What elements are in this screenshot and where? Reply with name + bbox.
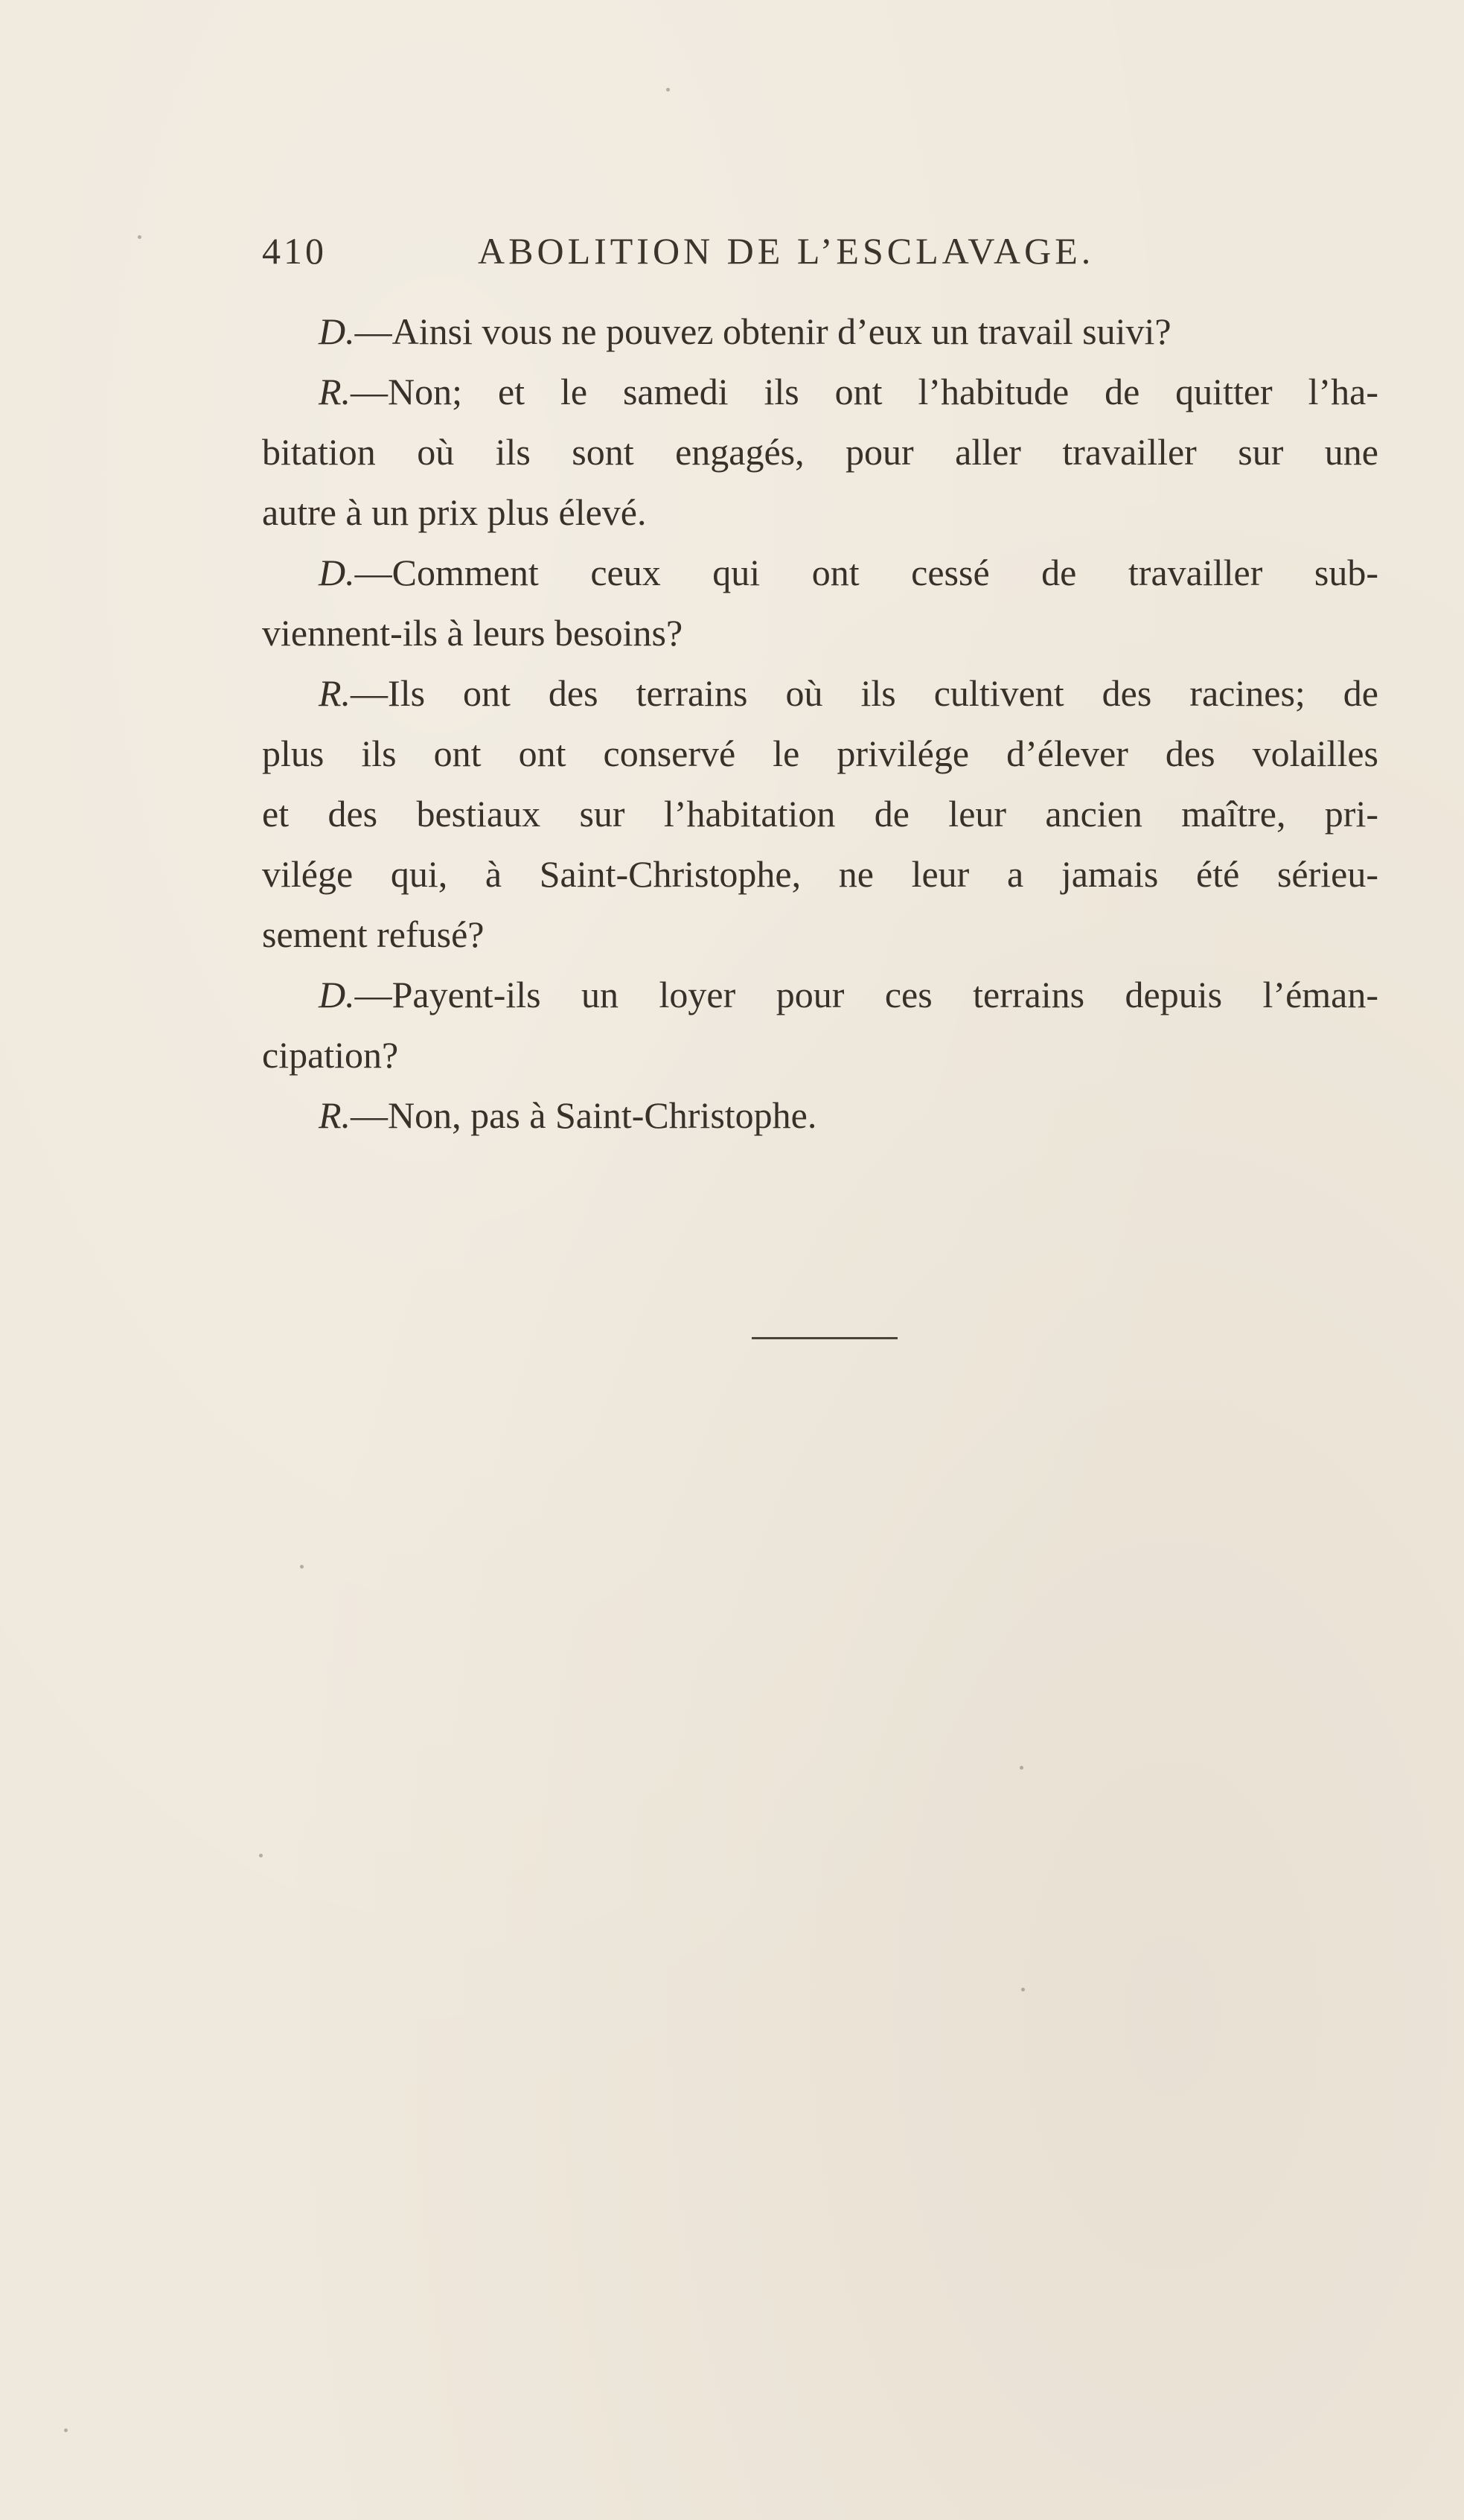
text-line (262, 1025, 1378, 1085)
running-title: ABOLITION DE L’ESCLAVAGE. (478, 230, 1095, 272)
text-line (262, 482, 1378, 543)
line-text: —Payent-ils un loyer pour ces terrains depuis l’éman- (354, 974, 1378, 1015)
text-line (262, 784, 1378, 844)
line-text: viennent-ils à leurs besoins? (262, 612, 683, 654)
speaker-label: D. (319, 974, 355, 1015)
line-text: —Non, pas à Saint-Christophe. (351, 1094, 817, 1136)
paper-speck (64, 2428, 68, 2432)
speaker-label: D. (319, 310, 355, 352)
section-end-rule (752, 1337, 898, 1339)
line-text: sement refusé? (262, 913, 485, 955)
body-text (262, 302, 1378, 1146)
text-line (262, 362, 1378, 422)
dialogue-answer (262, 1085, 1378, 1146)
paper-speck (1021, 1988, 1025, 1991)
line-text: cipation? (262, 1034, 399, 1076)
line-text: plus ils ont ont conservé le privilége d’élever des volailles (262, 733, 1378, 774)
speaker-label: D. (319, 552, 355, 593)
paper-speck (666, 88, 670, 92)
text-line (262, 422, 1378, 482)
line-text: autre à un prix plus élevé. (262, 491, 647, 533)
text-line (262, 663, 1378, 724)
text-line (262, 302, 1378, 362)
dialogue-answer (262, 663, 1378, 965)
text-line (262, 965, 1378, 1025)
text-line (262, 603, 1378, 663)
dialogue-question (262, 302, 1378, 362)
speaker-label: R. (319, 1094, 351, 1136)
paper-speck (300, 1565, 304, 1569)
paper-speck (138, 235, 141, 239)
dialogue-question (262, 965, 1378, 1085)
text-line (262, 724, 1378, 784)
dialogue-answer (262, 362, 1378, 543)
speaker-label: R. (319, 371, 351, 412)
text-line (262, 1085, 1378, 1146)
page-number: 410 (262, 230, 327, 272)
line-text: et des bestiaux sur l’habitation de leur ancien maître, pri- (262, 793, 1378, 835)
paper-speck (1020, 1766, 1023, 1770)
text-line (262, 543, 1378, 603)
line-text: —Non; et le samedi ils ont l’habitude de quitter l’ha- (351, 371, 1378, 412)
paper-speck (259, 1854, 263, 1857)
line-text: —Comment ceux qui ont cessé de travailler sub- (354, 552, 1378, 593)
text-line (262, 844, 1378, 905)
line-text: —Ainsi vous ne pouvez obtenir d’eux un travail suivi? (354, 310, 1171, 352)
speaker-label: R. (319, 672, 351, 714)
line-text: vilége qui, à Saint-Christophe, ne leur a jamais été sérieu- (262, 853, 1378, 895)
dialogue-question (262, 543, 1378, 663)
line-text: —Ils ont des terrains où ils cultivent des racines; de (351, 672, 1378, 714)
line-text: bitation où ils sont engagés, pour aller travailler sur une (262, 431, 1378, 473)
page-header (262, 229, 1222, 289)
text-line (262, 905, 1378, 965)
